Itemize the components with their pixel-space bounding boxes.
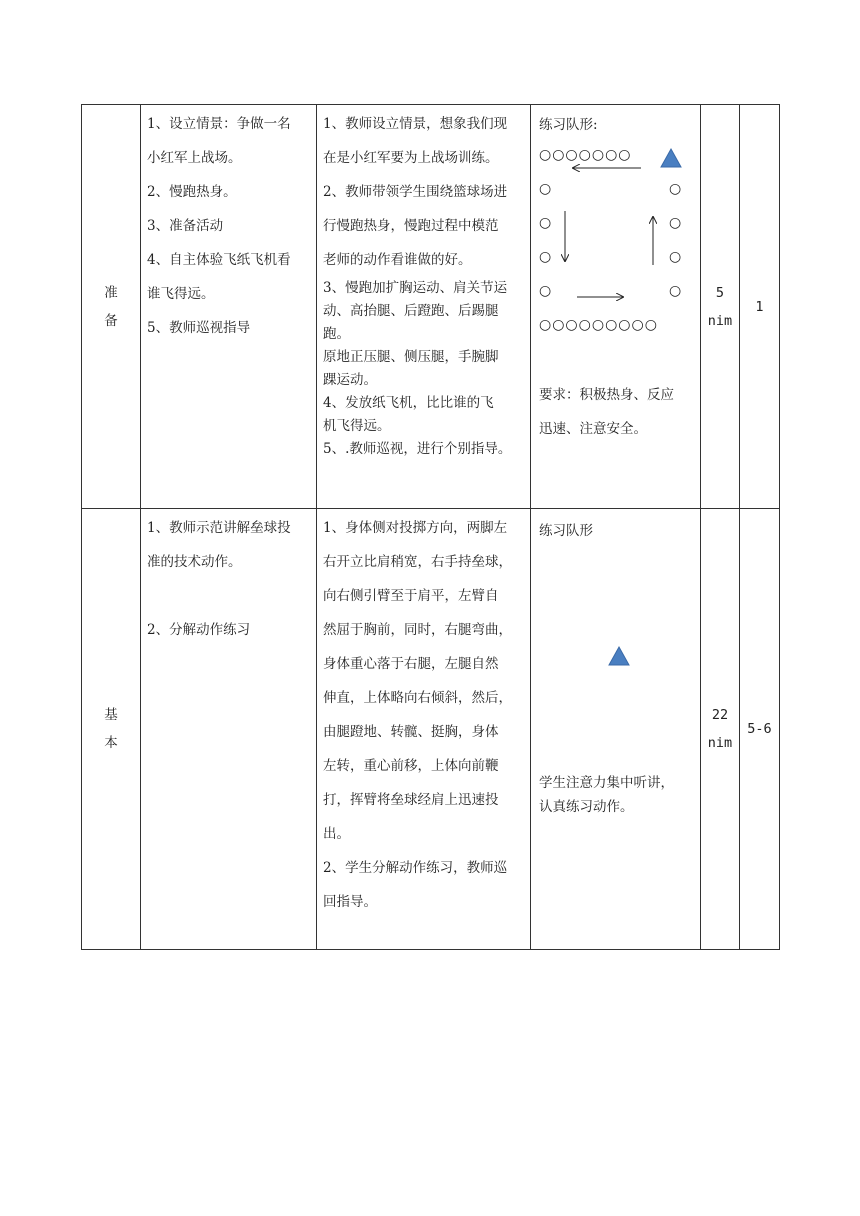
lesson-plan-table bbox=[81, 104, 780, 950]
table-row-basic bbox=[82, 509, 780, 950]
formation-side-right: ○ bbox=[669, 283, 683, 299]
formation-top-row: ○○○○○○○ bbox=[539, 147, 632, 163]
formation-side-left: ○ bbox=[539, 215, 553, 231]
running-direction-arrows bbox=[531, 105, 701, 365]
formation-side-right: ○ bbox=[669, 181, 683, 197]
content-line: 2、慢跑热身。 bbox=[147, 184, 237, 200]
method-line: 右开立比肩稍宽，右手持垒球， bbox=[323, 554, 512, 570]
method-line: 由腿蹬地、转髋、挺胸，身体 bbox=[323, 724, 499, 740]
method-line: 1、教师设立情景，想象我们现 bbox=[323, 116, 508, 132]
formation-cell bbox=[531, 105, 701, 509]
content-line: 3、准备活动 bbox=[147, 218, 224, 234]
time-value: 22 bbox=[711, 707, 729, 723]
method-line: 然屈于胸前，同时，右腿弯曲， bbox=[323, 622, 512, 638]
method-line: 向右侧引臂至于肩平，左臂自 bbox=[323, 588, 499, 604]
method-line: 左转，重心前移，上体向前鞭 bbox=[323, 758, 499, 774]
method-line: 原地正压腿、侧压腿，手腕脚 bbox=[323, 349, 499, 365]
stage-cell bbox=[82, 509, 141, 950]
content-line: 谁飞得远。 bbox=[147, 286, 215, 302]
formation-side-left: ○ bbox=[539, 283, 553, 299]
content-line: 小红军上战场。 bbox=[147, 150, 242, 166]
method-line: 行慢跑热身，慢跑过程中模范 bbox=[323, 218, 499, 234]
content-line: 2、分解动作练习 bbox=[147, 622, 251, 638]
content-line: 4、自主体验飞纸飞机看 bbox=[147, 252, 291, 268]
content-line: 5、教师巡视指导 bbox=[147, 320, 251, 336]
time-value: 5 bbox=[715, 284, 725, 301]
teacher-triangle-icon bbox=[607, 645, 631, 667]
content-cell bbox=[141, 105, 317, 509]
stage-char: 准 bbox=[104, 284, 118, 301]
time-unit: nim bbox=[707, 312, 733, 329]
table-row-preparation bbox=[82, 105, 780, 509]
method-line: 动、高抬腿、后蹬跑、后踢腿 bbox=[323, 303, 499, 319]
count-cell bbox=[740, 509, 780, 950]
formation-side-right: ○ bbox=[669, 249, 683, 265]
formation-title: 练习队形: bbox=[539, 117, 598, 133]
method-line: 跑。 bbox=[323, 326, 350, 342]
stage-char: 备 bbox=[104, 312, 118, 329]
content-line bbox=[141, 579, 316, 613]
requirement-line: 要求：积极热身、反应 bbox=[539, 387, 674, 403]
method-line: 回指导。 bbox=[323, 894, 377, 910]
content-line: 准的技术动作。 bbox=[147, 554, 242, 570]
formation-bottom-row: ○○○○○○○○○ bbox=[539, 317, 658, 333]
method-line: 身体重心落于右腿，左腿自然 bbox=[323, 656, 499, 672]
method-line: 机飞得远。 bbox=[323, 418, 391, 434]
method-line: 5、.教师巡视，进行个别指导。 bbox=[323, 441, 512, 457]
formation-cell bbox=[531, 509, 701, 950]
method-cell bbox=[317, 105, 531, 509]
method-line: 老师的动作看谁做的好。 bbox=[323, 252, 472, 268]
formation-side-left: ○ bbox=[539, 181, 553, 197]
count-cell bbox=[740, 105, 780, 509]
time-cell bbox=[701, 509, 740, 950]
note-line: 学生注意力集中听讲， bbox=[539, 775, 674, 791]
count-value: 5-6 bbox=[747, 721, 772, 737]
method-line: 2、教师带领学生围绕篮球场进 bbox=[323, 184, 508, 200]
content-line: 1、教师示范讲解垒球投 bbox=[147, 520, 291, 536]
stage-char: 基 bbox=[104, 707, 118, 723]
note-line: 认真练习动作。 bbox=[539, 799, 634, 815]
method-line: 在是小红军要为上战场训练。 bbox=[323, 150, 499, 166]
content-cell bbox=[141, 509, 317, 950]
method-line: 踝运动。 bbox=[323, 372, 377, 388]
method-line: 4、发放纸飞机，比比谁的飞 bbox=[323, 395, 494, 411]
stage-char: 本 bbox=[104, 735, 118, 751]
method-line: 3、慢跑加扩胸运动、肩关节运 bbox=[323, 280, 508, 296]
time-unit: nim bbox=[707, 735, 733, 751]
method-cell bbox=[317, 509, 531, 950]
formation-side-left: ○ bbox=[539, 249, 553, 265]
formation-title: 练习队形 bbox=[539, 523, 593, 539]
formation-side-right: ○ bbox=[669, 215, 683, 231]
stage-cell bbox=[82, 105, 141, 509]
count-value: 1 bbox=[755, 298, 764, 315]
method-line: 打，挥臂将垒球经肩上迅速投 bbox=[323, 792, 499, 808]
requirement-line: 迅速、注意安全。 bbox=[539, 421, 647, 437]
method-line: 伸直，上体略向右倾斜，然后， bbox=[323, 690, 512, 706]
content-line: 1、设立情景：争做一名 bbox=[147, 116, 291, 132]
time-cell bbox=[701, 105, 740, 509]
method-line: 出。 bbox=[323, 826, 350, 842]
method-line: 2、学生分解动作练习，教师巡 bbox=[323, 860, 508, 876]
method-line: 1、身体侧对投掷方向，两脚左 bbox=[323, 520, 508, 536]
